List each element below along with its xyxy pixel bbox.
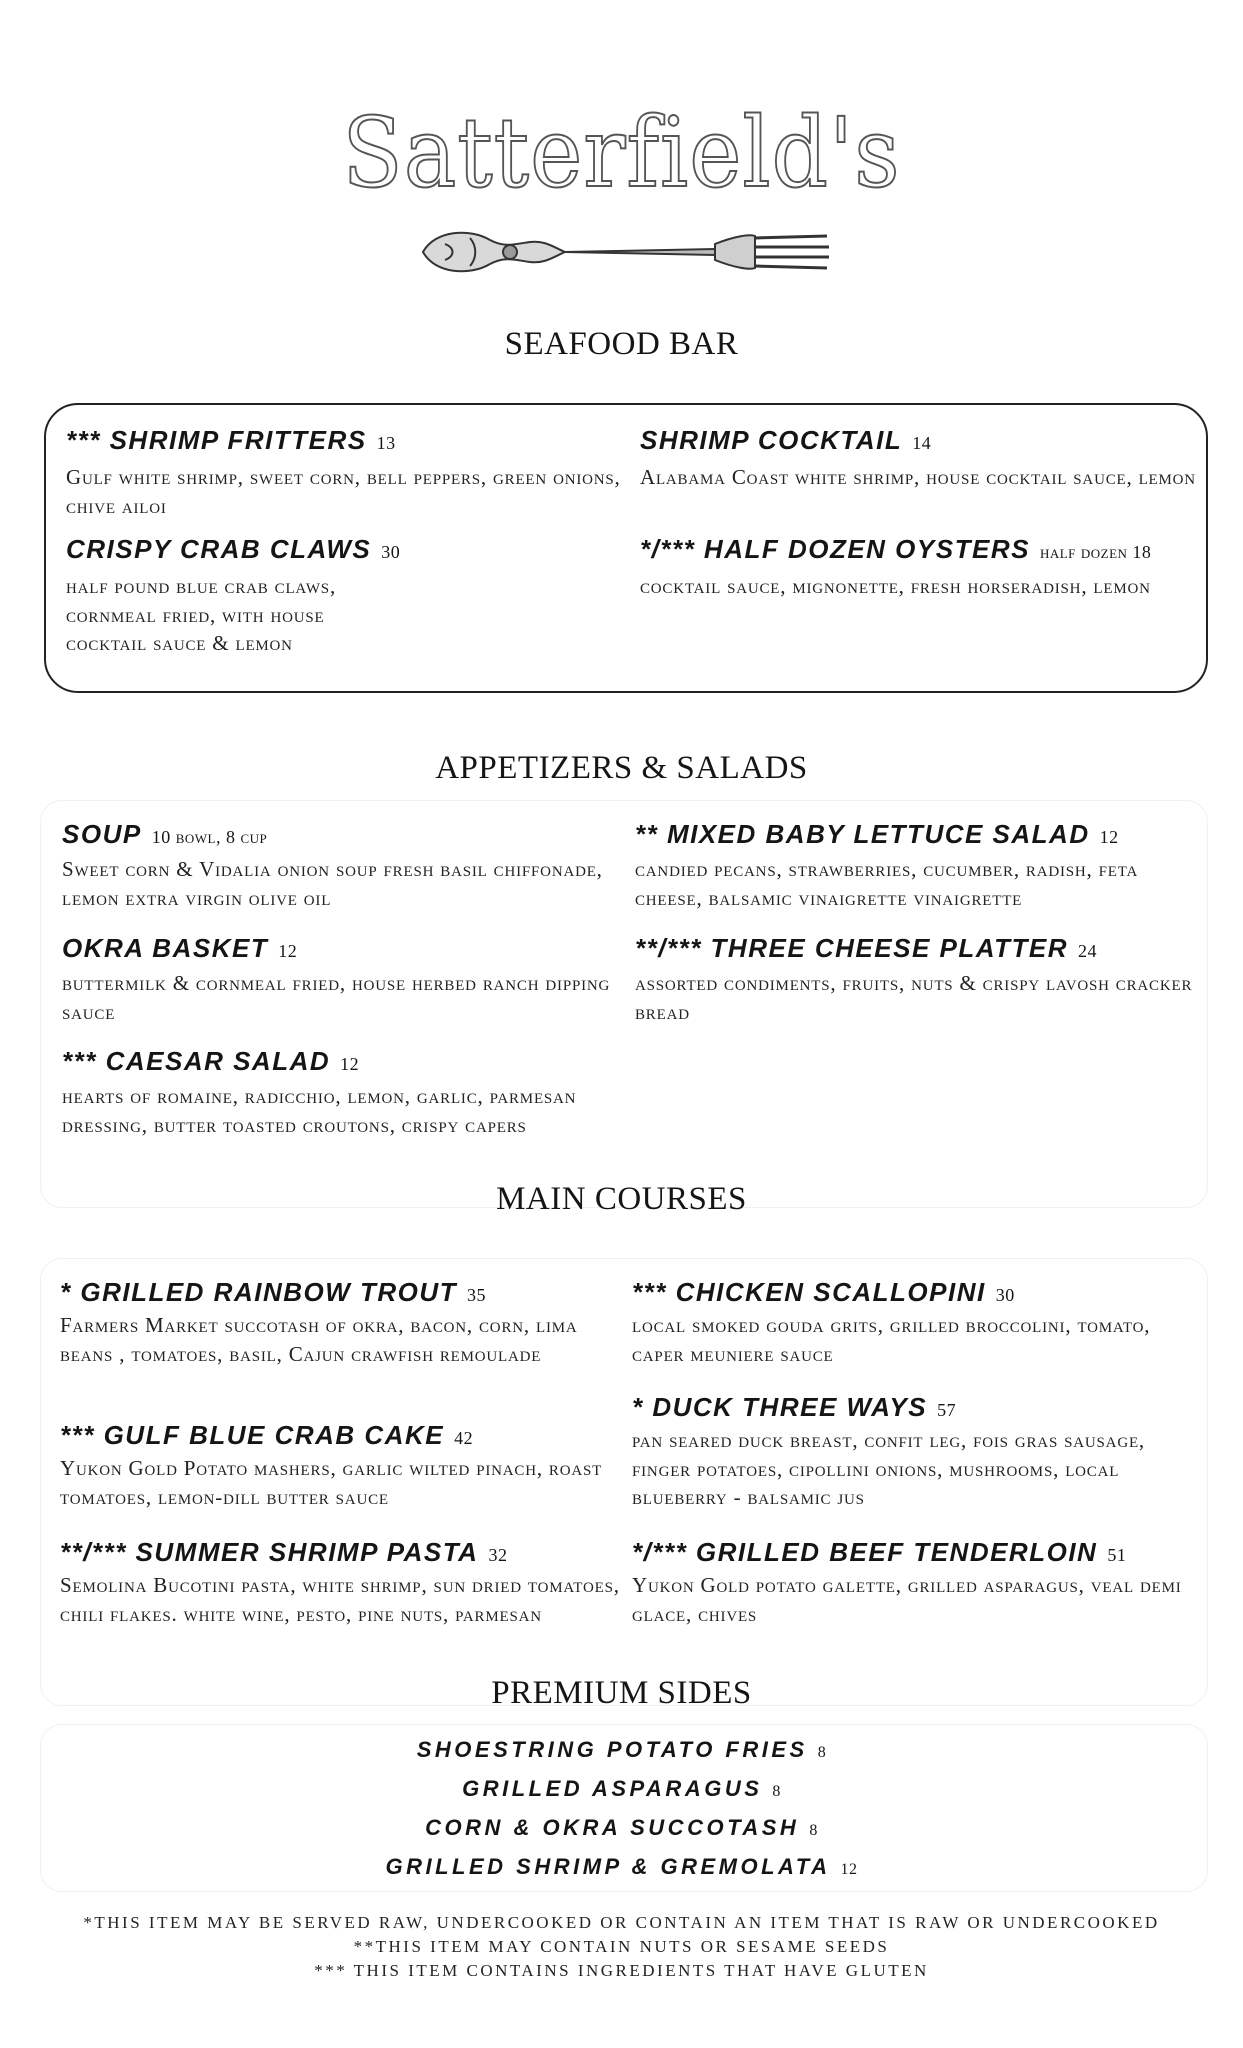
item-name: *** GULF BLUE CRAB CAKE — [60, 1420, 445, 1450]
menu-item — [635, 932, 1195, 1026]
item-name: GRILLED SHRIMP & GREMOLATA — [385, 1854, 831, 1879]
item-price: 51 — [1107, 1545, 1127, 1565]
menu-item — [60, 1419, 620, 1511]
menu-item — [640, 424, 1200, 492]
item-price: 8 — [809, 1822, 818, 1839]
menu-item — [635, 818, 1195, 912]
logo-wordmark: Satterfield's — [342, 97, 901, 209]
item-description: half pound blue crab claws, cornmeal fried, with house cocktail sauce & lemon — [66, 574, 337, 655]
restaurant-logo — [0, 97, 1243, 209]
menu-item — [632, 1536, 1192, 1628]
item-name: *** SHRIMP FRITTERS — [66, 425, 367, 455]
item-description: hearts of romaine, radicchio, lemon, garlic, parmesan dressing, butter toasted croutons, crispy capers — [62, 1084, 577, 1137]
item-price: 13 — [376, 433, 396, 453]
menu-item — [62, 818, 622, 912]
note-raw: *THIS ITEM MAY BE SERVED RAW, UNDERCOOKED OR CONTAIN AN ITEM THAT IS RAW OR UNDERCOOKED — [83, 1913, 1160, 1932]
item-price: 30 — [381, 542, 401, 562]
item-description: Alabama Coast white shrimp, house cocktail sauce, lemon — [640, 465, 1196, 489]
item-name: **/*** THREE CHEESE PLATTER — [635, 933, 1068, 963]
item-price: 8 — [772, 1783, 781, 1800]
item-name: GRILLED ASPARAGUS — [462, 1776, 763, 1801]
item-description: Gulf white shrimp, sweet corn, bell peppers, green onions, chive ailoi — [66, 465, 621, 518]
item-price: 10 bowl, 8 cup — [151, 827, 268, 847]
item-name: **/*** SUMMER SHRIMP PASTA — [60, 1537, 479, 1567]
note-nuts: **THIS ITEM MAY CONTAIN NUTS OR SESAME SEEDS — [353, 1937, 890, 1956]
menu-item — [66, 424, 626, 520]
item-description: buttermilk & cornmeal fried, house herbed ranch dipping sauce — [62, 971, 611, 1024]
menu-item — [632, 1276, 1192, 1368]
item-name: CORN & OKRA SUCCOTASH — [425, 1815, 800, 1840]
item-price: 32 — [488, 1545, 508, 1565]
item-price: 12 — [1099, 827, 1119, 847]
item-price: 8 — [817, 1744, 827, 1761]
item-name: * DUCK THREE WAYS — [632, 1392, 928, 1422]
section-title-premium-sides: PREMIUM SIDES — [491, 1675, 752, 1711]
item-price: 12 — [340, 1054, 360, 1074]
item-name: *** CHICKEN SCALLOPINI — [632, 1277, 986, 1307]
item-description: candied pecans, strawberries, cucumber, radish, feta cheese, balsamic vinaigrette vinaigrette — [635, 857, 1139, 910]
item-name: SOUP — [62, 819, 142, 849]
item-description: assorted condiments, fruits, nuts & crispy lavosh cracker bread — [635, 971, 1193, 1024]
menu-item — [60, 1276, 620, 1368]
menu-item — [640, 533, 1200, 601]
item-price: half dozen 18 — [1039, 542, 1152, 562]
item-description: cocktail sauce, mignonette, fresh horseradish, lemon — [640, 574, 1151, 598]
item-description: Yukon Gold potato galette, grilled asparagus, veal demi glace, chives — [632, 1573, 1182, 1626]
item-description: Yukon Gold Potato mashers, garlic wilted pinach, roast tomatoes, lemon-dill butter sauce — [60, 1456, 603, 1509]
section-title-appetizers: APPETIZERS & SALADS — [435, 750, 808, 786]
item-name: * GRILLED RAINBOW TROUT — [60, 1277, 458, 1307]
item-price: 42 — [454, 1428, 474, 1448]
item-name: OKRA BASKET — [62, 933, 269, 963]
side-item — [0, 1773, 1243, 1805]
section-title-seafood-bar: SEAFOOD BAR — [504, 326, 739, 362]
note-gluten: *** THIS ITEM CONTAINS INGREDIENTS THAT HAVE GLUTEN — [314, 1961, 929, 1980]
item-name: CRISPY CRAB CLAWS — [66, 534, 372, 564]
fork-icon — [415, 222, 835, 282]
allergen-notes — [0, 1911, 1243, 1983]
item-price: 57 — [937, 1400, 957, 1420]
side-item — [0, 1812, 1243, 1844]
item-name: *** CAESAR SALAD — [62, 1046, 331, 1076]
item-description: Farmers Market succotash of okra, bacon, corn, lima beans , tomatoes, basil, Cajun crawfish remoulade — [60, 1313, 578, 1366]
item-price: 35 — [467, 1285, 487, 1305]
menu-item — [632, 1391, 1192, 1512]
item-description: local smoked gouda grits, grilled broccolini, tomato, caper meuniere sauce — [632, 1313, 1151, 1366]
menu-item — [62, 932, 622, 1026]
menu-item — [62, 1045, 582, 1139]
item-name: ** MIXED BABY LETTUCE SALAD — [635, 819, 1090, 849]
item-name: */*** GRILLED BEEF TENDERLOIN — [632, 1537, 1098, 1567]
menu-item — [60, 1536, 620, 1628]
item-price: 12 — [278, 941, 298, 961]
item-price: 30 — [995, 1285, 1015, 1305]
side-item — [0, 1851, 1243, 1883]
item-description: Sweet corn & Vidalia onion soup fresh basil chiffonade, lemon extra virgin olive oil — [62, 857, 603, 910]
item-name: SHRIMP COCKTAIL — [640, 425, 903, 455]
item-price: 24 — [1077, 941, 1097, 961]
item-name: */*** HALF DOZEN OYSTERS — [640, 534, 1030, 564]
item-name: SHOESTRING POTATO FRIES — [416, 1737, 808, 1762]
item-description: pan seared duck breast, confit leg, fois gras sausage, finger potatoes, cipollini onions, mushrooms, local blueberry - balsamic jus — [632, 1428, 1145, 1509]
item-price: 12 — [840, 1861, 858, 1878]
menu-item — [66, 533, 406, 658]
item-description: Semolina Bucotini pasta, white shrimp, sun dried tomatoes, chili flakes. white wine, pesto, pine nuts, parmesan — [60, 1573, 620, 1626]
side-item — [0, 1734, 1243, 1766]
section-title-main-courses: MAIN COURSES — [496, 1181, 747, 1217]
item-price: 14 — [912, 433, 932, 453]
